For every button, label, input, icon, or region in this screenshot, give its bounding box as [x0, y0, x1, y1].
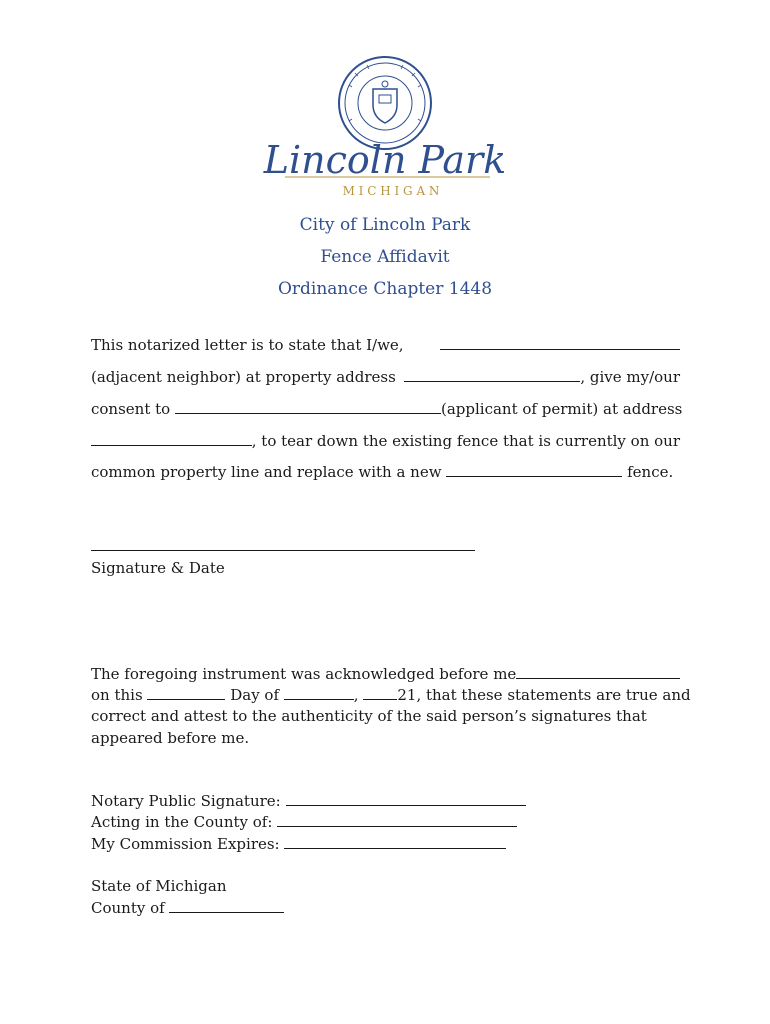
consent-line-5: [91, 462, 673, 482]
state-label: State of Michigan: [91, 877, 227, 895]
signature-label: Signature & Date: [91, 559, 225, 577]
month-blank[interactable]: [284, 685, 354, 700]
consent-text-3b: (applicant of permit) at address: [440, 400, 683, 418]
commission-expires-label: My Commission Expires:: [91, 835, 280, 853]
title-ordinance: Ordinance Chapter 1448: [277, 279, 493, 299]
county-of-label: County of: [91, 899, 165, 917]
consent-text-2a: (adjacent neighbor) at property address: [91, 368, 396, 386]
acting-county-row: [91, 812, 517, 832]
logo-state-word: M I C H I G A N: [342, 184, 440, 198]
notary-text-2c: ,: [353, 686, 359, 704]
notary-line-4: appeared before me.: [91, 729, 250, 747]
applicant-name-blank[interactable]: [175, 399, 441, 414]
signature-date-blank[interactable]: [91, 536, 475, 551]
year-blank[interactable]: [363, 685, 397, 700]
commission-expires-row: [91, 834, 506, 854]
county-of-row: [91, 898, 284, 918]
county-of-blank[interactable]: [169, 898, 284, 913]
title-city: City of Lincoln Park: [299, 215, 471, 235]
day-blank[interactable]: [147, 685, 225, 700]
neighbor-address-blank[interactable]: [404, 367, 580, 382]
consent-line-1: [91, 335, 680, 355]
consent-line-2: [91, 367, 680, 387]
title-document: Fence Affidavit: [320, 247, 450, 267]
acknowledged-before-blank[interactable]: [516, 664, 680, 679]
consent-text-4: , to tear down the existing fence that is currently on our: [251, 432, 680, 450]
notary-line-3: correct and attest to the authenticity of the said person’s signatures that: [91, 707, 647, 725]
applicant-address-blank[interactable]: [91, 431, 252, 446]
consent-text-3a: consent to: [91, 400, 171, 418]
notary-text-2b: Day of: [230, 686, 280, 704]
notary-text-2a: on this: [91, 686, 143, 704]
consent-text-2b: , give my/our: [580, 368, 680, 386]
neighbor-name-blank[interactable]: [440, 335, 680, 350]
signature-line: [91, 536, 475, 556]
notary-text-1: The foregoing instrument was acknowledged before me: [91, 665, 517, 683]
lincoln-park-logo: [255, 55, 515, 205]
notary-signature-row: [91, 791, 526, 811]
notary-text-2d: 21, that these statements are true and: [397, 686, 691, 704]
acting-county-blank[interactable]: [277, 812, 517, 827]
logo-wordmark: Lincoln Park: [263, 138, 507, 182]
commission-expires-blank[interactable]: [284, 834, 506, 849]
fence-type-blank[interactable]: [446, 462, 622, 477]
consent-text-1: This notarized letter is to state that I/we,: [91, 336, 404, 354]
acting-county-label: Acting in the County of:: [91, 813, 273, 831]
city-seal-icon: [339, 57, 431, 149]
notary-line-2: [91, 685, 691, 705]
notary-signature-label: Notary Public Signature:: [91, 792, 281, 810]
consent-line-3: [91, 399, 683, 419]
notary-line-1: [91, 664, 680, 684]
notary-signature-blank[interactable]: [286, 791, 526, 806]
consent-text-5b: fence.: [627, 463, 674, 481]
consent-line-4: [91, 431, 680, 451]
consent-text-5a: common property line and replace with a new: [91, 463, 442, 481]
